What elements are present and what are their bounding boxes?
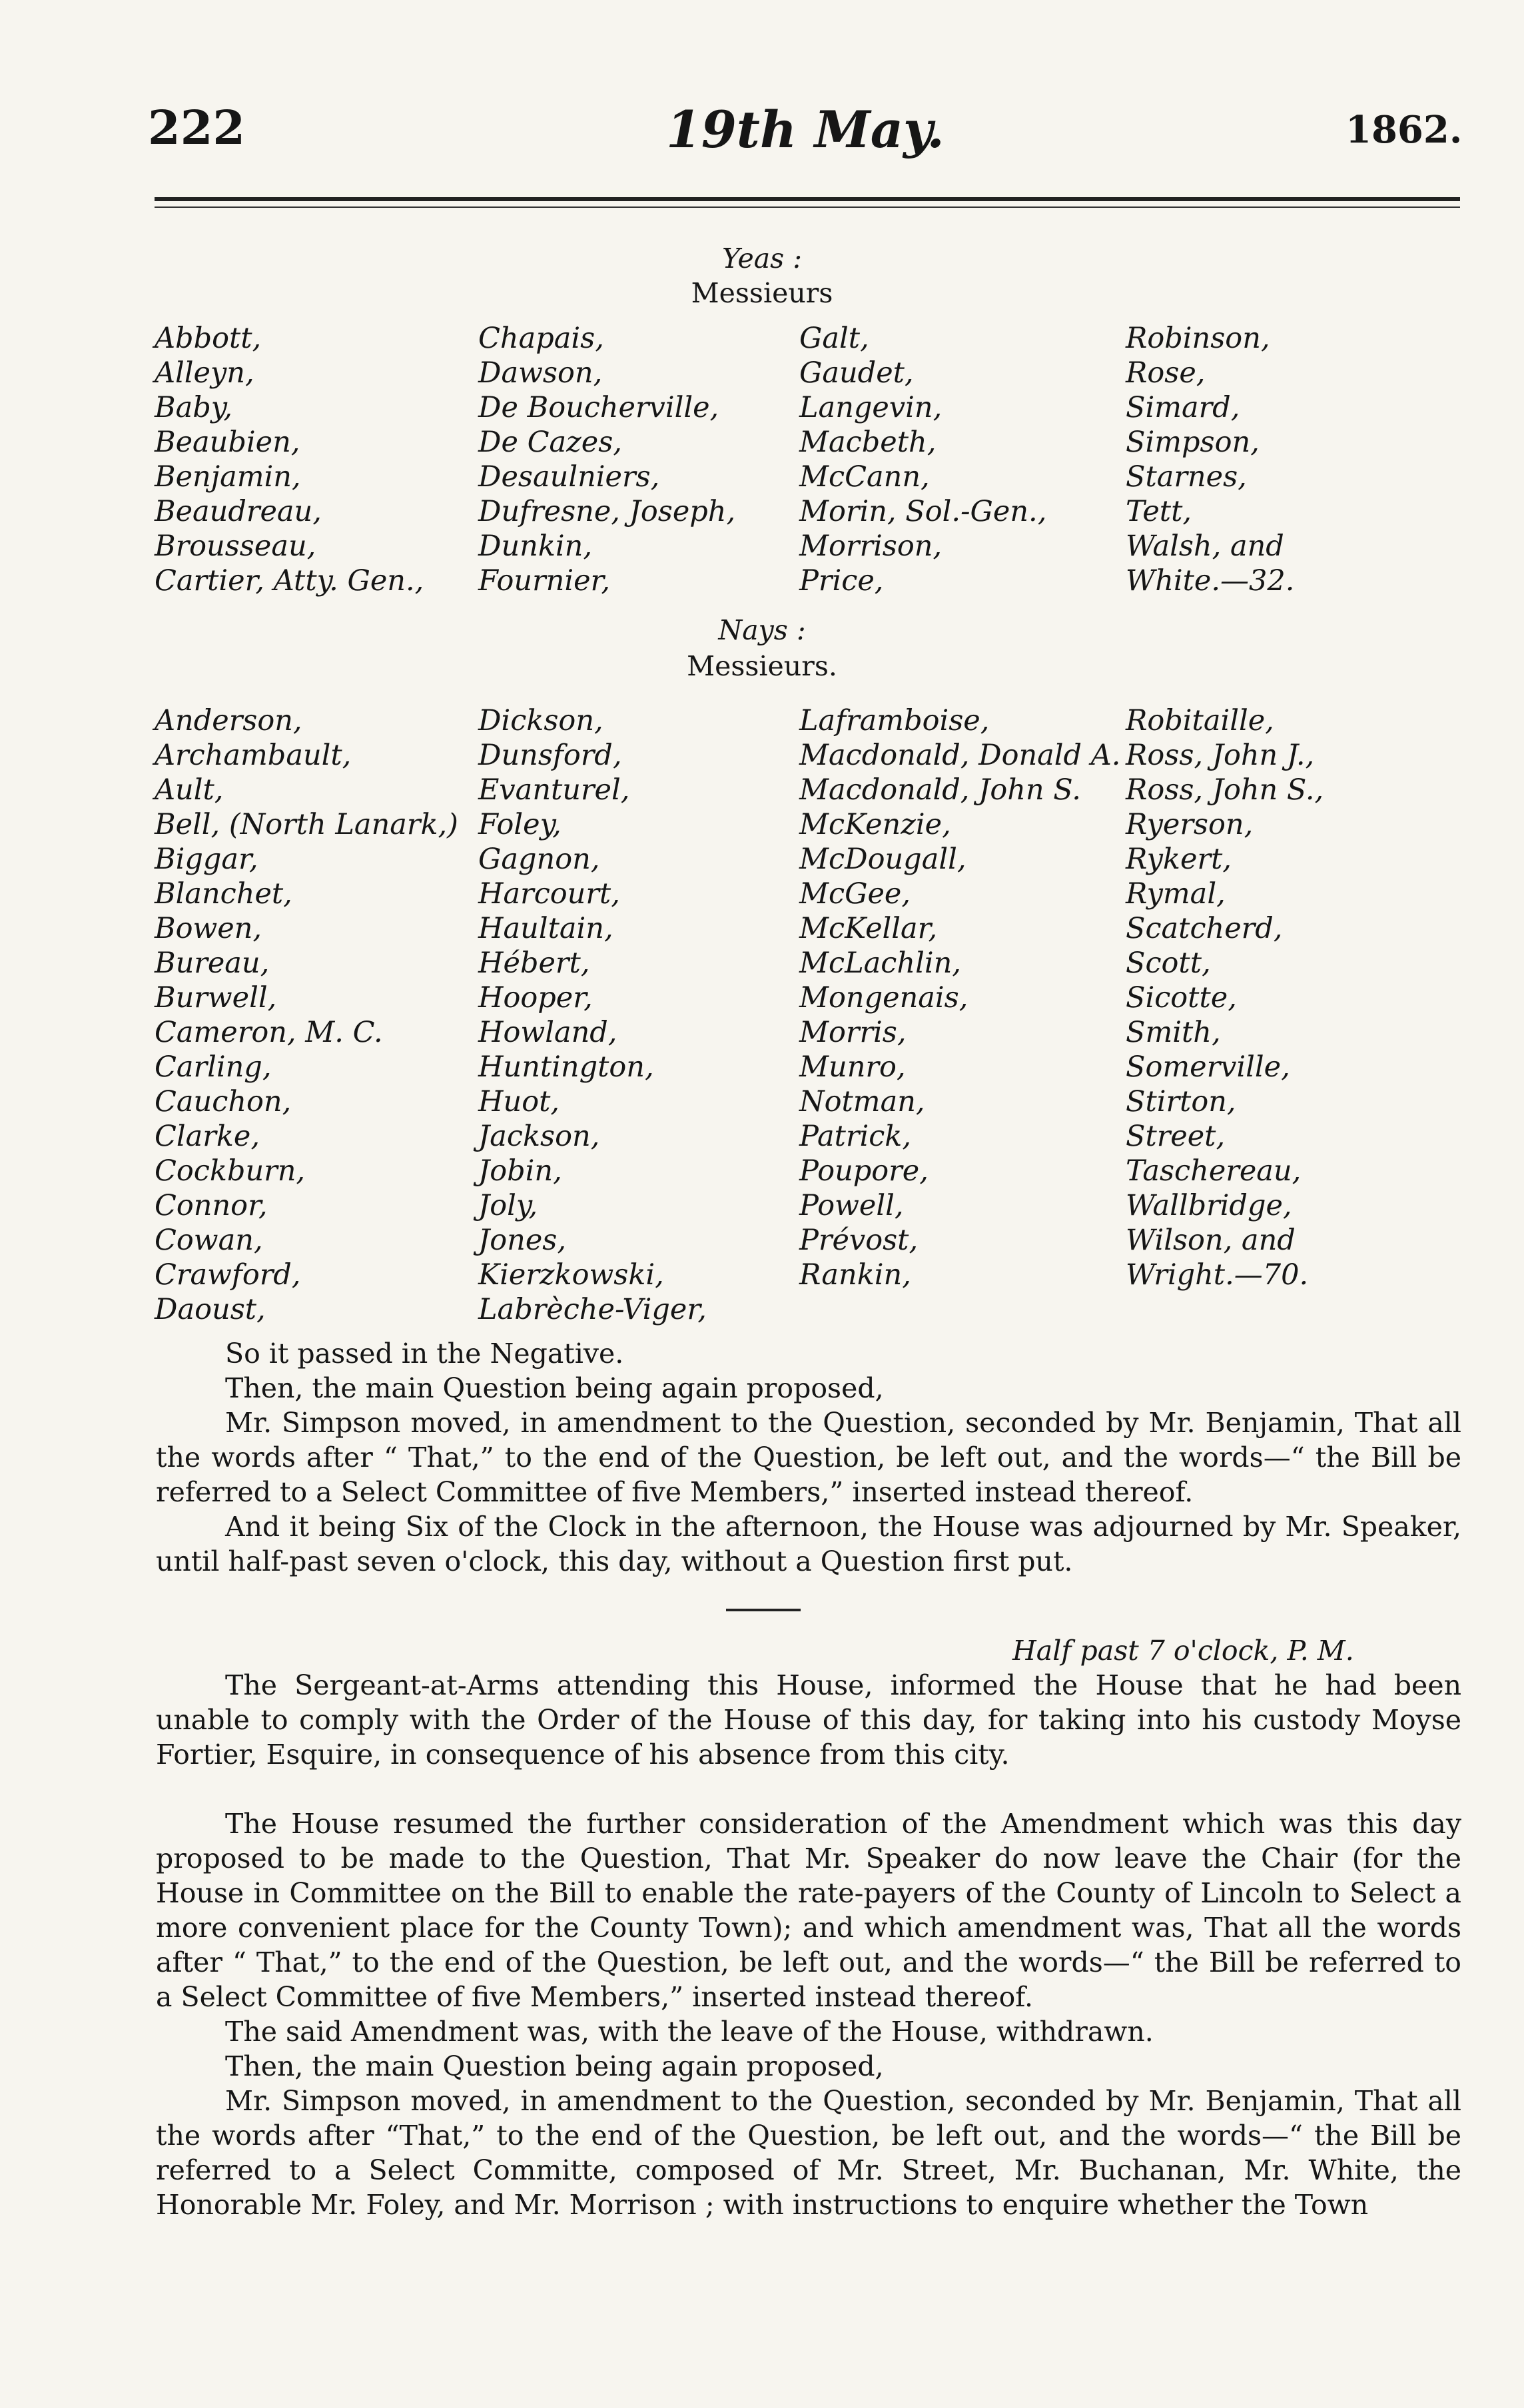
nays-member-name: Notman, bbox=[799, 1085, 925, 1118]
nays-column-4 bbox=[1126, 703, 1324, 1292]
yeas-member-name: Abbott, bbox=[155, 322, 262, 355]
nays-member-name: Ross, John J., bbox=[1126, 739, 1315, 772]
nays-subheading: Messieurs. bbox=[687, 650, 837, 682]
main-question-again: Then, the main Question being again proposed, bbox=[225, 2050, 884, 2082]
nays-member-name: Daoust, bbox=[155, 1293, 266, 1326]
nays-member-name: Ryerson, bbox=[1126, 808, 1254, 841]
yeas-member-name: Beaubien, bbox=[155, 426, 300, 459]
section-divider bbox=[726, 1609, 801, 1611]
nays-member-name: Smith, bbox=[1126, 1016, 1221, 1049]
nays-member-name: Kierzkowski, bbox=[478, 1258, 664, 1292]
yeas-member-name: De Cazes, bbox=[478, 426, 622, 459]
yeas-member-name: Brousseau, bbox=[155, 530, 316, 563]
nays-member-name: Stirton, bbox=[1126, 1085, 1236, 1118]
yeas-member-name: Cartier, Atty. Gen., bbox=[155, 564, 424, 598]
nays-member-name: Jones, bbox=[478, 1224, 567, 1257]
yeas-member-name: Morin, Sol.-Gen., bbox=[799, 495, 1047, 528]
nays-member-name: Wilson, and bbox=[1126, 1224, 1296, 1257]
nays-member-name: Wright.—70. bbox=[1126, 1258, 1309, 1292]
nays-member-name: Rykert, bbox=[1126, 843, 1232, 876]
yeas-member-name: Gaudet, bbox=[799, 356, 914, 390]
header-rule-thin bbox=[155, 206, 1460, 208]
yeas-column-3 bbox=[799, 321, 1046, 598]
afternoon-proceedings bbox=[156, 1336, 1461, 1579]
nays-member-name: Rankin, bbox=[799, 1258, 911, 1292]
nays-column-2 bbox=[478, 703, 707, 1327]
nays-member-name: Wallbridge, bbox=[1126, 1189, 1292, 1222]
nays-member-name: Howland, bbox=[478, 1016, 617, 1049]
nays-member-name: Foley, bbox=[478, 808, 562, 841]
nays-member-name: Bureau, bbox=[155, 947, 270, 980]
nays-member-name: Munro, bbox=[799, 1050, 906, 1084]
nays-member-name: Hooper, bbox=[478, 981, 593, 1014]
nays-member-name: Burwell, bbox=[155, 981, 277, 1014]
nays-member-name: Rymal, bbox=[1126, 877, 1226, 911]
nays-member-name: Carling, bbox=[155, 1050, 272, 1084]
nays-member-name: Clarke, bbox=[155, 1120, 260, 1153]
nays-member-name: Harcourt, bbox=[478, 877, 620, 911]
nays-member-name: Robitaille, bbox=[1126, 704, 1274, 737]
nays-member-name: Scatcherd, bbox=[1126, 912, 1283, 945]
yeas-column-2 bbox=[478, 321, 735, 598]
header-rule-thick bbox=[155, 197, 1460, 201]
yeas-member-name: Fournier, bbox=[478, 564, 611, 598]
yeas-member-name: Simpson, bbox=[1126, 426, 1260, 459]
nays-member-name: Connor, bbox=[155, 1189, 268, 1222]
yeas-member-name: Rose, bbox=[1126, 356, 1206, 390]
paragraph-gap bbox=[156, 1772, 1461, 1806]
nays-member-name: Cowan, bbox=[155, 1224, 263, 1257]
select-committee-amendment: Mr. Simpson moved, in amendment to the Question, seconded by Mr. Benjamin, That all the words after “That,” to the end of the Question, be left out, and the words—“ the Bill be referred to a Select Committe, composed of Mr. Street, Mr. Buchanan, Mr. White, the Honorable Mr. Foley, and Mr. Morrison ; with instructions to enquire whether the Town bbox=[156, 2085, 1461, 2221]
nays-member-name: Ault, bbox=[155, 773, 224, 807]
yeas-heading: Yeas : bbox=[721, 242, 803, 274]
nays-member-name: Powell, bbox=[799, 1189, 904, 1222]
nays-member-name: Macdonald, John S. bbox=[799, 773, 1081, 807]
yeas-member-name: Desaulniers, bbox=[478, 460, 660, 494]
yeas-subheading: Messieurs bbox=[691, 277, 833, 309]
negative-result: So it passed in the Negative. bbox=[225, 1338, 624, 1370]
yeas-member-name: De Boucherville, bbox=[478, 391, 719, 424]
house-resumed-paragraph: The House resumed the further consideration of the Amendment which was this day proposed to be made to the Question, That Mr. Speaker do now leave the Chair (for the House in Committee on the Bill to enable the rate-payers of the County of Lincoln to Select a more convenient place for the County Town); and which amendment was, That all the words after “ That,” to the end of the Question, be left out, and the words—“ the Bill be referred to a Select Committee of five Members,” inserted instead thereof. bbox=[156, 1808, 1461, 2013]
nays-member-name: Sicotte, bbox=[1126, 981, 1237, 1014]
nays-member-name: Laframboise, bbox=[799, 704, 990, 737]
yeas-member-name: Simard, bbox=[1126, 391, 1240, 424]
yeas-column-4 bbox=[1126, 321, 1294, 598]
nays-member-name: Huntington, bbox=[478, 1050, 654, 1084]
nays-member-name: Gagnon, bbox=[478, 843, 600, 876]
yeas-member-name: White.—32. bbox=[1126, 564, 1295, 598]
nays-member-name: Street, bbox=[1126, 1120, 1226, 1153]
nays-column-1 bbox=[155, 703, 458, 1327]
nays-column-3 bbox=[799, 703, 1120, 1292]
nays-member-name: Bowen, bbox=[155, 912, 262, 945]
nays-member-name: Huot, bbox=[478, 1085, 560, 1118]
nays-member-name: Patrick, bbox=[799, 1120, 912, 1153]
nays-member-name: McDougall, bbox=[799, 843, 966, 876]
yeas-member-name: Morrison, bbox=[799, 530, 943, 563]
nays-member-name: Cameron, M. C. bbox=[155, 1016, 383, 1049]
nays-member-name: Ross, John S., bbox=[1126, 773, 1324, 807]
nays-member-name: Somerville, bbox=[1126, 1050, 1290, 1084]
nays-member-name: Blanchet, bbox=[155, 877, 292, 911]
nays-member-name: Cockburn, bbox=[155, 1154, 306, 1188]
yeas-member-name: Tett, bbox=[1126, 495, 1192, 528]
nays-member-name: Crawford, bbox=[155, 1258, 301, 1292]
yeas-member-name: Dufresne, Joseph, bbox=[478, 495, 736, 528]
yeas-member-name: Galt, bbox=[799, 322, 869, 355]
yeas-member-name: Beaudreau, bbox=[155, 495, 322, 528]
nays-member-name: McKellar, bbox=[799, 912, 938, 945]
nays-member-name: Jobin, bbox=[478, 1154, 562, 1188]
nays-member-name: Jackson, bbox=[478, 1120, 600, 1153]
nays-member-name: Scott, bbox=[1126, 947, 1211, 980]
yeas-member-name: Starnes, bbox=[1126, 460, 1247, 494]
page-number: 222 bbox=[148, 100, 246, 155]
yeas-member-name: Robinson, bbox=[1126, 322, 1270, 355]
yeas-member-name: Walsh, and bbox=[1126, 530, 1284, 563]
nays-member-name: Bell, (North Lanark,) bbox=[155, 808, 458, 841]
nays-member-name: McKenzie, bbox=[799, 808, 951, 841]
yeas-member-name: Benjamin, bbox=[155, 460, 301, 494]
nays-member-name: Taschereau, bbox=[1126, 1154, 1302, 1188]
nays-member-name: Morris, bbox=[799, 1016, 907, 1049]
yeas-member-name: Dunkin, bbox=[478, 530, 593, 563]
nays-member-name: Joly, bbox=[478, 1189, 538, 1222]
amendment-withdrawn: The said Amendment was, with the leave of the House, withdrawn. bbox=[225, 2016, 1154, 2048]
nays-member-name: Hébert, bbox=[478, 947, 590, 980]
nays-member-name: Dunsford, bbox=[478, 739, 622, 772]
page-date-heading: 19th May. bbox=[666, 100, 945, 159]
yeas-member-name: McCann, bbox=[799, 460, 930, 494]
nays-member-name: Archambault, bbox=[155, 739, 352, 772]
nays-member-name: Biggar, bbox=[155, 843, 258, 876]
yeas-member-name: Dawson, bbox=[478, 356, 603, 390]
nays-member-name: Dickson, bbox=[478, 704, 603, 737]
evening-proceedings bbox=[156, 1668, 1461, 2222]
nays-member-name: Prévost, bbox=[799, 1224, 919, 1257]
yeas-member-name: Chapais, bbox=[478, 322, 604, 355]
nays-member-name: Labrèche-Viger, bbox=[478, 1293, 707, 1326]
yeas-member-name: Langevin, bbox=[799, 391, 943, 424]
nays-member-name: Anderson, bbox=[155, 704, 302, 737]
nays-member-name: McGee, bbox=[799, 877, 911, 911]
yeas-column-1 bbox=[155, 321, 424, 598]
yeas-member-name: Macbeth, bbox=[799, 426, 937, 459]
nays-heading: Nays : bbox=[718, 614, 806, 646]
nays-member-name: Cauchon, bbox=[155, 1085, 292, 1118]
sergeant-at-arms-report: The Sergeant-at-Arms attending this House, informed the House that he had been unable to comply with the Order of the House of this day, for taking into his custody Moyse Fortier, Esquire, in consequence of his absence from this city. bbox=[156, 1669, 1461, 1771]
nays-member-name: McLachlin, bbox=[799, 947, 961, 980]
page-year: 1862. bbox=[1345, 108, 1463, 152]
yeas-member-name: Baby, bbox=[155, 391, 233, 424]
nays-member-name: Haultain, bbox=[478, 912, 613, 945]
evening-session-time: Half past 7 o'clock, P. M. bbox=[1012, 1635, 1354, 1667]
nays-member-name: Mongenais, bbox=[799, 981, 968, 1014]
nays-member-name: Macdonald, Donald A. bbox=[799, 739, 1121, 772]
yeas-member-name: Alleyn, bbox=[155, 356, 254, 390]
adjournment-paragraph: And it being Six of the Clock in the afternoon, the House was adjourned by Mr. Speaker, until half-past seven o'clock, this day, without a Question first put. bbox=[156, 1511, 1461, 1577]
nays-member-name: Evanturel, bbox=[478, 773, 630, 807]
simpson-amendment-paragraph: Mr. Simpson moved, in amendment to the Question, seconded by Mr. Benjamin, That all the words after “ That,” to the end of the Question, be left out, and the words—“ the Bill be referred to a Select Committee of five Members,” inserted instead thereof. bbox=[156, 1407, 1461, 1508]
main-question-proposed: Then, the main Question being again proposed, bbox=[225, 1372, 884, 1404]
nays-member-name: Poupore, bbox=[799, 1154, 929, 1188]
yeas-member-name: Price, bbox=[799, 564, 884, 598]
